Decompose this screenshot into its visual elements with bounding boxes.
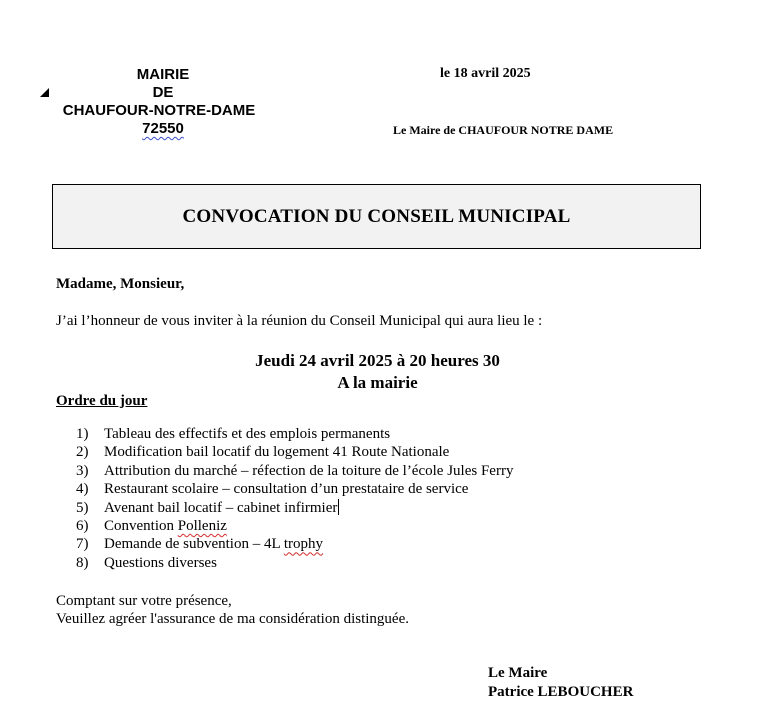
closing-line-1: Comptant sur votre présence, (56, 593, 232, 609)
sender-line: Le Maire de CHAUFOUR NOTRE DAME (393, 123, 614, 137)
agenda-text: Modification bail locatif du logement 41 Route Nationale (104, 444, 450, 461)
agenda-item (76, 443, 513, 461)
agenda-item (76, 499, 513, 517)
paragraph-anchor-icon (40, 88, 49, 97)
agenda-text: Attribution du marché – réfection de la toiture de l’école Jules Ferry (104, 462, 514, 479)
greeting: Madame, Monsieur, (56, 276, 185, 292)
agenda-item (76, 425, 513, 443)
mairie-postcode (118, 120, 208, 138)
agenda-number: 6) (76, 518, 89, 535)
agenda-number: 5) (76, 499, 89, 516)
agenda-number: 8) (76, 554, 89, 571)
agenda-item (76, 480, 513, 498)
intro-text: J’ai l’honneur de vous inviter à la réunion du Conseil Municipal qui aura lieu le : (56, 313, 543, 329)
agenda-number: 1) (76, 426, 89, 442)
agenda-text (104, 517, 227, 535)
document-title: CONVOCATION DU CONSEIL MUNICIPAL (182, 205, 571, 227)
agenda-text: Restaurant scolaire – consultation d’un prestataire de service (104, 481, 469, 498)
agenda-item (76, 554, 513, 572)
agenda-text: Tableau des effectifs et des emplois permanents (104, 426, 391, 442)
title-box (52, 184, 701, 249)
closing-line-2: Veuillez agréer l'assurance de ma considération distinguée. (56, 611, 409, 627)
letter-date: le 18 avril 2025 (440, 66, 531, 81)
agenda-text: Questions diverses (104, 554, 217, 571)
postcode-text: 72550 (142, 120, 184, 137)
agenda-text (104, 535, 323, 553)
agenda-heading: Ordre du jour (56, 393, 148, 409)
agenda-number: 7) (76, 536, 89, 553)
agenda-number: 4) (76, 481, 89, 498)
mairie-line-2: DE (152, 84, 174, 101)
agenda-number: 2) (76, 444, 89, 461)
agenda-text: Avenant bail locatif – cabinet infirmier (104, 499, 338, 516)
text-cursor (338, 499, 339, 515)
agenda-text-part: Demande de subvention – 4L (104, 536, 284, 553)
signature-role: Le Maire (488, 665, 548, 681)
agenda-list (76, 425, 513, 572)
agenda-item (76, 535, 513, 553)
agenda-number: 3) (76, 462, 89, 479)
meeting-place: A la mairie (337, 373, 418, 392)
mairie-line-1: MAIRIE (136, 66, 190, 83)
spellcheck-word: trophy (283, 536, 323, 553)
signature-name: Patrice LEBOUCHER (488, 684, 634, 700)
spellcheck-word: Polleniz (177, 518, 227, 535)
agenda-text-part: Convention (104, 518, 178, 535)
meeting-date: Jeudi 24 avril 2025 à 20 heures 30 (255, 351, 500, 370)
agenda-item (76, 462, 513, 480)
mairie-line-3: CHAUFOUR-NOTRE-DAME (62, 102, 256, 119)
agenda-item (76, 517, 513, 535)
